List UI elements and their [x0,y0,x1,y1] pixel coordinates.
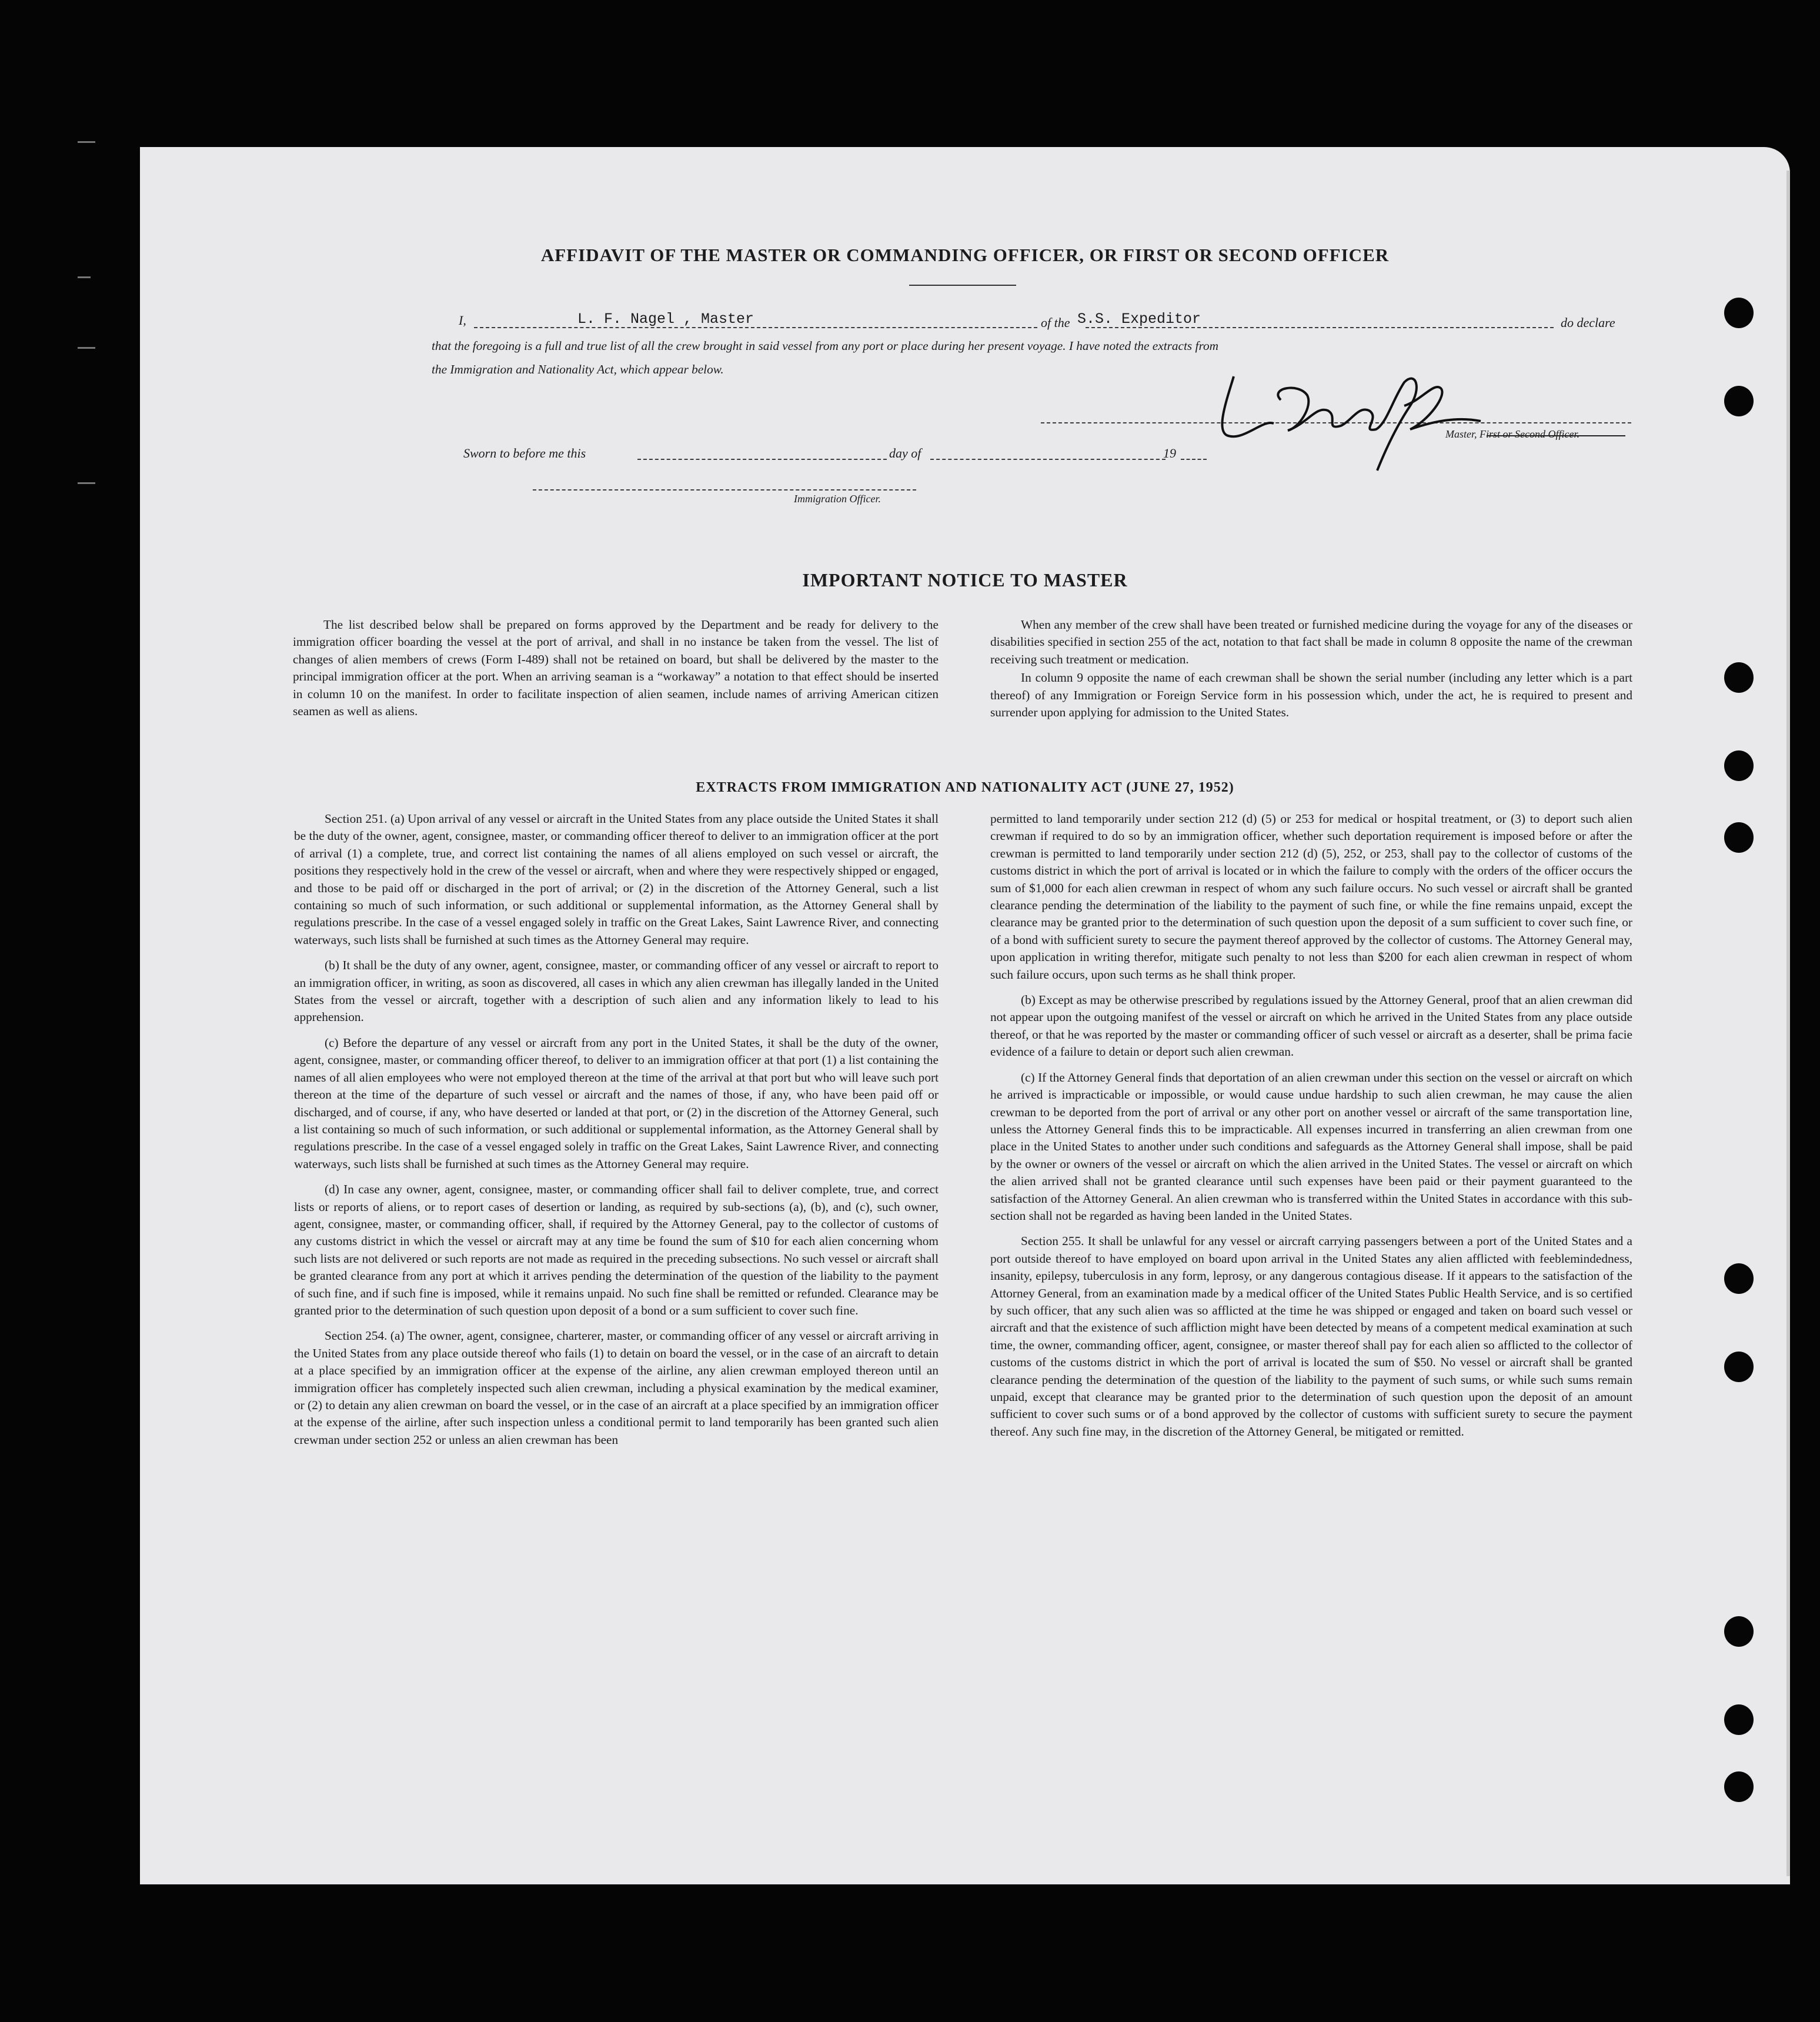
affidavit-title: AFFIDAVIT OF THE MASTER OR COMMANDING OFFICER, OR FIRST OR SECOND OFFICER [540,245,1390,265]
notice-left-column [293,616,939,728]
binder-hole [1724,1352,1754,1382]
immigration-officer-line [533,489,916,491]
binder-hole [1724,1704,1754,1735]
of-the-label: of the [1041,315,1070,330]
section-251-d: (d) In case any owner, agent, consignee, master, or commanding officer shall fail to deliver complete, true, and correct lists or reports of aliens, or to report cases of desertion or landing, as required by sub-sections (a), (b), and (c), such owner, agent, consignee, master, or commanding officer, shall, if required by the Attorney General, pay to the collector of customs of any customs district in which the vessel or aircraft may at any time be found the sum of $10 for each alien concerning whom such lists are not delivered or such reports are not made as required in the preceding subsections. No such vessel or aircraft shall be granted clearance from any port at which it arrives pending the determination of the question of the liability to the payment of such fine, and if such fine is imposed, while it remains unpaid. No such fine shall be remitted or refunded. Clearance may be granted prior to the determination of such question upon deposit of a bond or a sum sufficient to cover such fine. [294,1182,939,1317]
edge-mark [78,347,95,349]
edge-mark [78,482,95,484]
section-251-b: (b) It shall be the duty of any owner, agent, consignee, master, or commanding officer of any vessel or aircraft to report to an immigration officer, in writing, as soon as discovered, all cases in which any alien crewman has illegally landed in the United States from the vessel or aircraft, together with a description of such alien and any information likely to lead to his apprehension. [294,958,939,1025]
section-254-c: (c) If the Attorney General finds that deportation of an alien crewman under this section on the vessel or aircraft on which he arrived is impracticable or impossible, or would cause undue hardship to such alien crewman, he may cause the alien crewman to be deported from the port of arrival or any other port on another vessel or aircraft of the same transportation line, unless the Attorney General finds this to be impracticable. All expenses incurred in transferring an alien crewman from one place in the United States to another under such conditions and safeguards as the Attorney General shall impose, shall be paid by the owner or owners of the vessel or aircraft on which the alien arrived in the United States. The vessel or aircraft on which the alien arrived shall not be granted clearance until such expenses have been paid or their payment guaranteed to the satisfaction of the Attorney General. An alien crewman who is transferred within the United States in accordance with this sub-section shall not be regarded as having been landed in the United States. [990,1070,1632,1223]
day-of-label: day of [889,446,921,461]
binder-hole [1724,298,1754,328]
binder-hole [1724,386,1754,416]
section-255: Section 255. It shall be unlawful for any vessel or aircraft carrying passengers between a port of the United States and a port outside thereof to have employed on board upon arrival in the United States any alien afflicted with feeblemindedness, insanity, epilepsy, tuberculosis in any form, leprosy, or any dangerous contagious disease. If it appears to the satisfaction of the Attorney General, from an examination made by a medical officer of the United States Public Health Service, and is so certified by such officer, that any such alien was so afflicted at the time he was shipped or engaged and taken on board such vessel or aircraft and that the existence of such affliction might have been detected by means of a competent medical examination at such time, the owner, commanding officer, agent, consignee, or master thereof shall pay for each alien so afflicted to the collector of customs of the customs district in which the port of arrival is located the sum of $50. No vessel or aircraft shall be granted clearance pending the determination of the question of the liability to the payment of such sums, or while such sums remain unpaid, except that clearance may be granted prior to the determination of such question upon the deposit of an amount sufficient to cover such sums or of a bond approved by the collector of customs with sufficient surety to secure the payment thereof. Any such fine may, in the discretion of the Attorney General, be mitigated or remitted. [990,1234,1632,1439]
affidavit-statement-2: the Immigration and Nationality Act, which appear below. [432,362,724,376]
extracts-right-column [990,810,1632,1449]
binder-hole [1724,750,1754,781]
immigration-officer-caption: Immigration Officer. [794,493,881,505]
binder-hole [1724,1616,1754,1647]
page-edge-shadow [1786,171,1790,1876]
strikethrough-first-second [1487,435,1625,436]
sworn-label: Sworn to before me this [463,446,586,461]
master-signature [1210,365,1492,476]
edge-mark [78,141,95,143]
document-page [140,147,1790,1884]
section-254-b: (b) Except as may be otherwise prescribed by regulations issued by the Attorney General, proof that an alien crewman did not appear upon the outgoing manifest of the vessel or aircraft on which he arrived in the United States from any place outside thereof, or that he was reported by the master or commanding officer of such vessel or aircraft as a deserter, shall be prima facie evidence of a failure to detain or deport such alien crewman. [990,993,1632,1059]
signature-caption: Master, First or Second Officer. [1445,428,1579,440]
master-name-typed: L. F. Nagel , Master [577,311,754,328]
extracts-left-column [294,810,939,1457]
notice-right-paragraph-1: When any member of the crew shall have been treated or furnished medicine during the voyage for any of the diseases or disabilities specified in section 255 of the act, notation to that fact shall be made in column 8 opposite the name of the crewman receiving such treatment or medication. [990,618,1632,666]
notice-title: IMPORTANT NOTICE TO MASTER [802,569,1128,590]
vessel-name-typed: S.S. Expeditor [1077,311,1201,328]
master-name-line [474,327,1037,328]
do-declare-label: do declare [1561,315,1615,330]
year-line [1181,459,1207,460]
section-251-a: Section 251. (a) Upon arrival of any vessel or aircraft in the United States from any place outside the United States it shall be the duty of the owner, agent, consignee, master, or commanding officer thereof to deliver to an immigration officer at the port of arrival (1) a complete, true, and correct list containing the names of all aliens employed on such vessel or aircraft, the positions they respectively hold in the crew of the vessel or aircraft, when and where they were respectively shipped or engaged, and those to be paid off or discharged in the port of arrival; or (2) in the discretion of the Attorney General, such a list containing so much of such information, or such additional or supplemental information, as the Attorney General shall by regulations prescribe. In the case of a vessel engaged solely in traffic on the Great Lakes, Saint Lawrence River, and connecting waterways, such lists shall be furnished at such times as the Attorney General may require. [294,812,939,947]
section-254-a: Section 254. (a) The owner, agent, consignee, charterer, master, or commanding officer of any vessel or aircraft arriving in the United States from any place outside thereof who fails (1) to detain on board the vessel, or in the case of an aircraft to detain at a place specified by an immigration officer at the expense of the airline, any alien crewman employed thereon until an immigration officer has completely inspected such alien crewman, including a physical examination by the medical examiner, or (2) to detain any alien crewman on board the vessel, or in the case of an aircraft at a place specified by an immigration officer at the expense of the airline, after such inspection unless a conditional permit to land temporarily has been granted such alien crewman under section 252 or unless an alien crewman has been [294,1329,939,1447]
notice-right-column [990,616,1632,729]
edge-mark [78,276,91,278]
notice-right-paragraph-2: In column 9 opposite the name of each crewman shall be shown the serial number (including any letter which is a part thereof) of any Immigration or Foreign Service form in his possession which, under the act, he is required to present and surrender upon applying for admission to the United States. [990,670,1632,720]
affidavit-i: I, [459,313,466,328]
affidavit-statement-1: that the foregoing is a full and true list of all the crew brought in said vessel from any port or place during her present voyage. I have noted the extracts from [432,339,1218,353]
binder-hole [1724,1263,1754,1294]
binder-hole [1724,1771,1754,1802]
notice-left-paragraph: The list described below shall be prepared on forms approved by the Department and be ready for delivery to the immigration officer boarding the vessel at the port of arrival, and shall in no instance be taken from the vessel. The list of changes of alien members of crews (Form I-489) shall not be retained on board, but shall be delivered by the master to the principal immigration officer at the port. When an arriving seaman is a “workaway” a notation to that effect should be inserted in column 10 on the manifest. In order to facilitate inspection of alien seamen, include names of arriving American citizen seamen as well as aliens. [293,618,939,719]
section-251-c: (c) Before the departure of any vessel or aircraft from any port in the United States, it shall be the duty of the owner, agent, consignee, master, or commanding officer thereof, to deliver to an immigration officer at that port (1) a list containing the names of all alien employees who were not employed thereon at the time of the arrival at that port but who will leave such port thereon at the time of the departure of such vessel or aircraft and the names of those, if any, who have been paid off or discharged, and of course, if any, who have deserted or landed at that port, or (2) in the discretion of the Attorney General, such a list containing so much of such information, or such additional or supplemental information, as the Attorney General shall by regulations prescribe. In the case of a vessel engaged solely in traffic on the Great Lakes, Saint Lawrence River, and connecting waterways, such lists shall be furnished at such times as the Attorney General may require. [294,1035,939,1171]
year-prefix: 19 [1163,446,1176,461]
binder-hole [1724,662,1754,693]
month-line [930,459,1166,460]
extracts-title: EXTRACTS FROM IMMIGRATION AND NATIONALITY ACT (JUNE 27, 1952) [696,780,1234,795]
binder-hole [1724,822,1754,853]
title-rule [909,285,1016,286]
sworn-day-line [637,459,887,460]
section-254-a-continued: permitted to land temporarily under section 212 (d) (5) or 253 for medical or hospital treatment, or (3) to deport such alien crewman if required to do so by an immigration officer, whether such deportation requirement is imposed before or after the crewman is permitted to land temporarily under section 212 (d) (5), 252, or 253, shall pay to the collector of customs of the customs district in which the port of arrival is located or in which the failure to comply with the orders of the officer occurs the sum of $1,000 for each alien crewman in respect of whom any such failure occurs. No such vessel or aircraft shall be granted clearance pending the determination of the liability to the payment of such fine, or while the fine remains unpaid, except the clearance may be granted prior to the determination of such question upon the deposit of a sum sufficient to cover such fine, or of a bond with sufficient surety to secure the payment thereof approved by the collector of customs. The Attorney General may, upon application in writing therefor, mitigate such penalty to not less than $200 for each alien crewman in respect of whom such failure occurs, upon such terms as he shall think proper. [990,812,1632,982]
